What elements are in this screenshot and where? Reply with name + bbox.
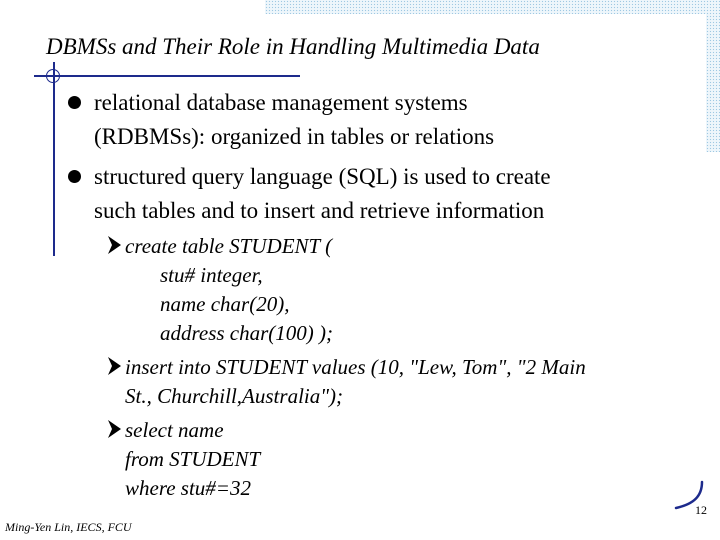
code-line: name char(20), [160,292,290,316]
bullet-line: relational database management systems [94,90,468,115]
code-line: create table STUDENT ( [125,234,333,258]
arrow-bullet-icon [107,235,122,255]
crosshair-circle-icon [46,69,60,83]
page-number: 12 [695,503,707,517]
bullet-line: such tables and to insert and retrieve information [94,198,545,223]
arrow-bullet-icon [107,419,122,439]
title-underline [34,75,300,77]
arrow-bullet-icon [107,356,122,376]
code-line: St., Churchill,Australia"); [125,384,344,408]
slide-title: DBMSs and Their Role in Handling Multimedia Data [46,34,540,59]
code-line: from STUDENT [125,447,261,471]
code-line: insert into STUDENT values (10, "Lew, Tom", "2 Main [125,355,586,379]
bullet-dot-icon [68,96,81,109]
footer-author: Ming-Yen Lin, IECS, FCU [5,520,132,534]
code-line: address char(100) ); [160,321,334,345]
left-rule [53,62,55,256]
bullet-line: (RDBMSs): organized in tables or relations [94,124,495,149]
code-line: select name [125,418,224,442]
code-line: where stu#=32 [125,476,251,500]
code-line: stu# integer, [160,263,263,287]
bullet-dot-icon [68,170,81,183]
bullet-line: structured query language (SQL) is used to create [94,164,551,189]
